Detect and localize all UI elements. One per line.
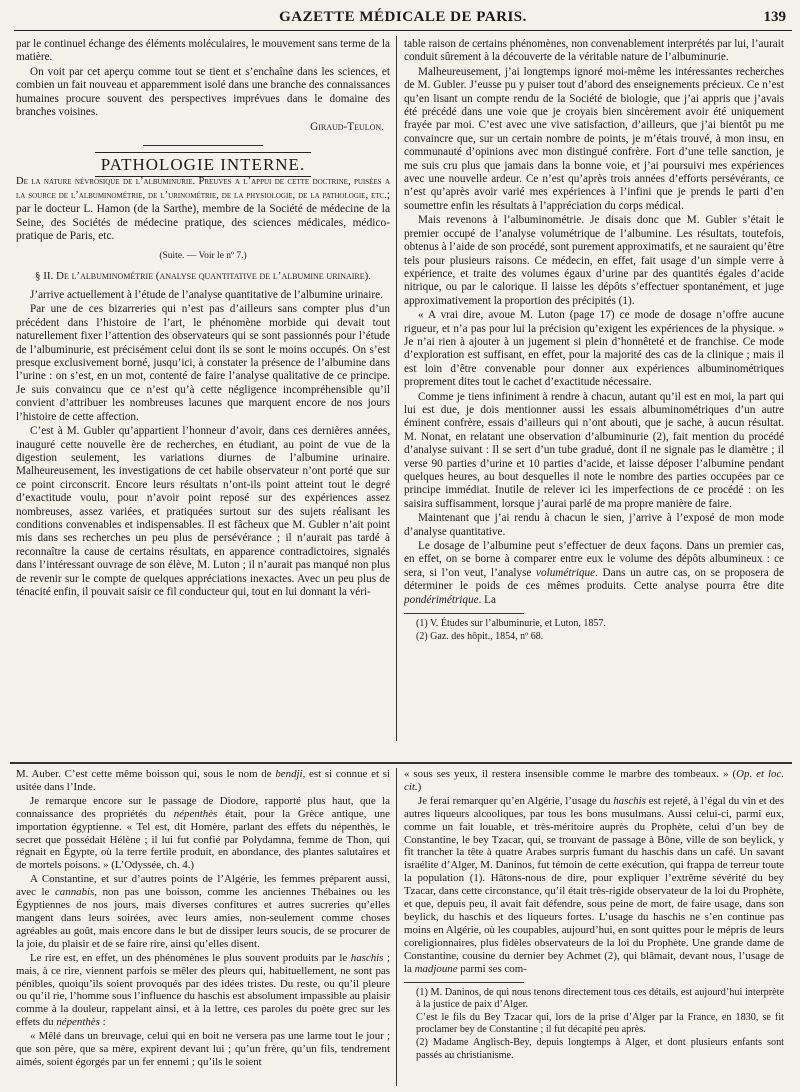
right-column-bottom: [404, 768, 784, 1086]
footnote-separator: [404, 613, 524, 614]
article-heading: [16, 175, 390, 244]
paragraph: « Mêlé dans un breuvage, celui qui en boit ne versera pas une larme tout le jour ; que son père, que sa mère, expirent devant lui ; qu’un frère, qu’un fils, tendrement aimés, soient égorgés par un fer ennemi ; qu’ils le soient: [16, 1030, 390, 1068]
paragraph: « sous ses yeux, il restera insensible comme le marbre des tombeaux. » (Op. et loc. cit.): [404, 768, 784, 793]
paragraph: Maintenant que j’ai rendu à chacun le sien, j’arrive à l’exposé de mon mode d’analyse quantitative.: [404, 512, 784, 538]
footnote: (2) Madame Anglisch-Bey, depuis longtemps à Alger, et dont plusieurs enfants sont passés au christianisme.: [416, 1037, 784, 1061]
paragraph: C’est à M. Gubler qu’appartient l’honneur d’avoir, dans ces dernières années, inauguré cette nouvelle ère de recherches, en étudiant, au point de vue de la digestion seulement, les variations diurnes de l’albumine urinaire. Malheureusement, les investigations de cet habile observateur n’ont porté que sur ce point circonscrit. Encore leurs résultats n’ont-ils point atteint tout le degré d’exactitude voulu, pour n’avoir point reposé sur des expériences assez nombreuses, assez variées, et pratiquées surtout sur des sujets réalisant les conditions convenables et indispensables. Il est fâcheux que M. Gubler n’ait point mis dans ses recherches un peu plus de persévérance ; il n’aurait pas tardé à reconnaître la cause de certains résultats, en apparence contradictoires, signalés dans l’intéressant ouvrage de son élève, M. Luton ; il n’aurait pas manqué non plus de revenir sur le compte de quelques appréciations inexactes. Avec un peu plus de ténacité enfin, il pouvait saisir ce fil conducteur qui, tout en lui donnant la véri-: [16, 425, 390, 598]
footnote: C’est le fils du Bey Tzacar qui, lors de la prise d’Alger par la France, en 1830, se fit proclamer bey de Constantine ; il fut décapité peu après.: [416, 1011, 784, 1036]
paragraph: On voit par cet aperçu comme tout se tient et s’enchaîne dans les sciences, et combien un fait nouveau et apparemment isolé dans une branche des connaissances humaines procure souvent des perspectives imprévues dans le domaine des branches voisines.: [16, 65, 390, 119]
paragraph: A Constantine, et sur d’autres points de l’Algérie, les femmes préparent aussi, avec le cannabis, non pas une boisson, comme les anciennes Thébaines ou les Égyptiennes de nos jours, mais diverses confitures et autres sucreries qu’elles mangent dans leurs soirées, avec leurs amies, non-seulement comme choses agréables au goût, mais encore dans le but de dissiper leurs soucis, de se procurer de la joie, du plaisir et de se faire rire, ainsi qu’elles disent.: [16, 873, 390, 950]
paragraph: Mais revenons à l’albuminométrie. Je disais donc que M. Gubler s’était le premier occupé de l’analyse volumétrique de l’albumine. Les résultats, toutefois, obtenus à l’aide de son procédé, sont purement approximatifs, et ne sauraient qu’être tels pour plusieurs raisons. Ce médecin, en effet, fait usage d’un simple verre à expérience, et traite des volumes égaux d’urine par des quantités égales d’acide nitrique, ou par le calorique. Il laisse les dépôts s’effectuer spontanément, et juge approximativement la proportion des précipités (1).: [404, 214, 784, 307]
left-column-bottom: [16, 768, 390, 1086]
paragraph: table raison de certains phénomènes, non convenablement interprétés par lui, l’aurait conduit sûrement à la découverte de la véritable nature de l’albuminurie.: [404, 38, 784, 64]
paragraph: par le continuel échange des éléments moléculaires, le mouvement sans terme de la matière.: [16, 38, 390, 64]
footnotes: [404, 618, 784, 643]
horizontal-divider: [10, 762, 792, 764]
footnote-separator: [404, 982, 524, 983]
paragraph: M. Auber. C’est cette même boisson qui, sous le nom de bendji, est si connue et si usitée dans l’Inde.: [16, 768, 390, 793]
paragraph: Le dosage de l’albumine peut s’effectuer de deux façons. Dans un premier cas, en effet, on se borne à comparer entre eux le volume des dépôts albumineux : ce sera, si l’on veut, l’analyse volumétrique. Dans un autre cas, on se proposera de déterminer le poids de ces mêmes produits. Cette analyse pourra être dite pondérimétrique. La: [404, 540, 784, 606]
paragraph: J’arrive actuellement à l’étude de l’analyse quantitative de l’albumine urinaire.: [30, 289, 383, 302]
paragraph: « A vrai dire, avoue M. Luton (page 17) ce mode de dosage n’offre aucune rigueur, et n’a pas pour lui la précision qu’exigent les expériences de la physique. » Je n’ai rien à ajouter à un jugement si plein d’honnêteté et de franchise. Ce mode d’exploration est suffisant, en effet, pour la majorité des cas de la clinique ; mais il est loin d’être convenable pour donner aux expériences albuminométriques proprement dites tout le cachet d’exactitude nécessaire.: [404, 309, 784, 389]
paragraph: Par une de ces bizarreries qui n’est pas d’ailleurs sans compter plus d’un précédent dans l’histoire de l’art, le phénomène morbide qui devait tout naturellement fixer l’attention des observateurs qui se sont passionnés pour l’étude de l’albuminurie, est précisément celui dont ils se sont le moins occupés. On s’est presque exclusivement borné, jusqu’ici, à constater la présence de l’albumine dans l’urine : on s’est, en un mot, contenté de faire l’analyse qualitative de ce principe. Je suis convaincu que ce n’est qu’à cette négligence incompréhensible qu’il convient d’attribuer les nombreuses lacunes que marquent encore de nos jours l’histoire de cette affection.: [16, 303, 390, 423]
paragraph: Je ferai remarquer qu’en Algérie, l’usage du haschis est rejeté, à l’égal du vin et des autres liqueurs alcooliques, par tous les bons musulmans. Aussi celui-ci, parmi eux, comme un fait louable, et très-méritoire auprès du Prophète, celui d’un bey de Constantine, le bey Tzacar, qui, se trouvant de passage à Bône, ville de son beylick, y fit trancher la tête à quatre Arabes surpris fumant du haschis dans un café. Un savant israélite d’Alger, M. Daninos, fut témoin de cette exécution, qui frappa de terreur toute la population (1). Hâtons-nous de dire, pour expliquer l’extrême sévérité du bey Tzacar, dans cette circonstance, qu’il était très-rigide observateur de la loi du Prophète, et que, depuis peu, il avait fait défendre, sous peine de mort, de faire usage, dans son beylick, du haschis et des liqueurs fortes. L’usage du haschis ne s’en continue pas moins en Algérie, où les coupables, aujourd’hui, en sont quittes pour le mépris de leurs coreligionnaires, plus fidèles observateurs de la loi du Prophète. Une grande dame de Constantine, cousine du dernier bey Achmet (2), qui blâmait, devant nous, l’usage de la madjoune parmi ses com-: [404, 794, 784, 975]
paragraph: Comme je tiens infiniment à rendre à chacun, autant qu’il est en moi, la part qui lui est due, je dois mentionner aussi les essais albuminométriques d’un autre éminent confrère, essais d’ailleurs qui n’ont abouti, que je sache, à aucun résultat. M. Nonat, en relatant une observation d’albuminurie (2), fait mention du procédé d’analyse suivant : Il se sert d’un tube gradué, dont il ne signale pas le diamètre ; il verse 90 parties d’urine et 10 parties d’acide, et laisse déposer l’albumine pendant quelques heures, au bout desquelles il note le nombre des parties occupées par ce principe immédiat. Inutile de relever ici les imperfections de ce procédé : on les saisira suffisamment, lorsque j’aurai parlé de ma propre manière de faire.: [404, 390, 784, 510]
column-divider: [396, 768, 397, 1086]
paragraph: Je remarque encore sur le passage de Diodore, rapporté plus haut, que la connaissance des propriétés du népenthès était, pour la Grèce antique, une importation égyptienne. « Tel est, dit Homère, parlant des effets du népenthès, le secret que possédait Hélène ; il lui fut confié par Polydamna, femme de Thon, qui régnait en Égypte, où la terre fertile produit, en abondance, des plantes salutaires et de mortels poisons. » (L’Odyssée, ch. 4.): [16, 794, 390, 872]
page-number: 139: [763, 9, 786, 25]
author-signature: Giraud-Teulon.: [310, 121, 384, 134]
footnote: (2) Gaz. des hôpit., 1854, nº 68.: [416, 631, 544, 643]
footnote: (1) V. Études sur l’albuminurie, et Luton, 1857.: [416, 618, 606, 630]
paragraph: Le rire est, en effet, un des phénomènes le plus souvent produits par le haschis ; mais, à ce rire, viennent parfois se mêler des pleurs qui, habituellement, ne sont pas pénibles, quoiqu’ils soient provoqués par des idées tristes. Du reste, ou qu’il pleure ou qu’il rie, l’homme sous l’influence du haschis est absolument impassible au plaisir comme à la douleur, rappelant ainsi, et à la lettre, ces paroles du poète grec sur les effets du népenthès :: [16, 951, 390, 1029]
right-column-top: [404, 38, 784, 756]
page-header: [14, 8, 792, 31]
column-divider: [396, 36, 397, 741]
subsection-heading: § II. De l’albuminométrie (analyse quantitative de l’albumine urinaire).: [34, 269, 372, 282]
divider: [143, 145, 263, 146]
section-title: PATHOLOGIE INTERNE.: [16, 158, 390, 171]
article-title: De la nature névrosique de l’albuminurie. Preuves a l’appui de cette doctrine, puisées a la source de l’albuminométrie, de l’urinométrie, de la physiologie, de la pathologie, etc.: [16, 176, 390, 202]
continuation-note: (Suite. — Voir le nº 7.): [159, 251, 247, 262]
footnote: (1) M. Daninos, de qui nous tenons directement tous ces détails, est aujourd’hui interprète à la justice de paix d’Alger.: [416, 986, 784, 1010]
footnotes: [404, 987, 784, 1062]
paragraph: Malheureusement, j’ai longtemps ignoré moi-même les intéressantes recherches de M. Gubler. J’eusse pu y puiser tout d’abord des enseignements précieux. Ce n’est qu’en lisant un compte rendu de la Société de biologie, que j’ai appris que j’avais été précédé dans une voie que je croyais bien sincèrement avoir été uniquement frayée par moi. C’est avec une vive satisfaction, d’ailleurs, que j’ai bientôt pu me convaincre que, sur un certain nombre de points, je m’étais trouvé, à mon insu, en communauté d’opinions avec mon distingué confrère. Fort d’une telle sanction, je me suis cru plus que jamais dans la bonne voie, et j’ai poursuivi mes expériences avec une nouvelle ardeur. Ce n’est qu’après trois années d’efforts persévérants, ce n’est qu’après avoir varié mes expériences à l’infini que je prends le parti d’en soumettre enfin les résultats à l’appréciation du corps médical.: [404, 65, 784, 212]
article-author: ; par le docteur L. Hamon (de la Sarthe), membre de la Société de médecine de la Seine, des Sociétés de médecine pratique, des sciences médicales, médico-pratique de Paris, etc.: [16, 189, 390, 243]
journal-title: GAZETTE MÉDICALE DE PARIS.: [279, 9, 527, 25]
left-column-top: [16, 38, 390, 723]
